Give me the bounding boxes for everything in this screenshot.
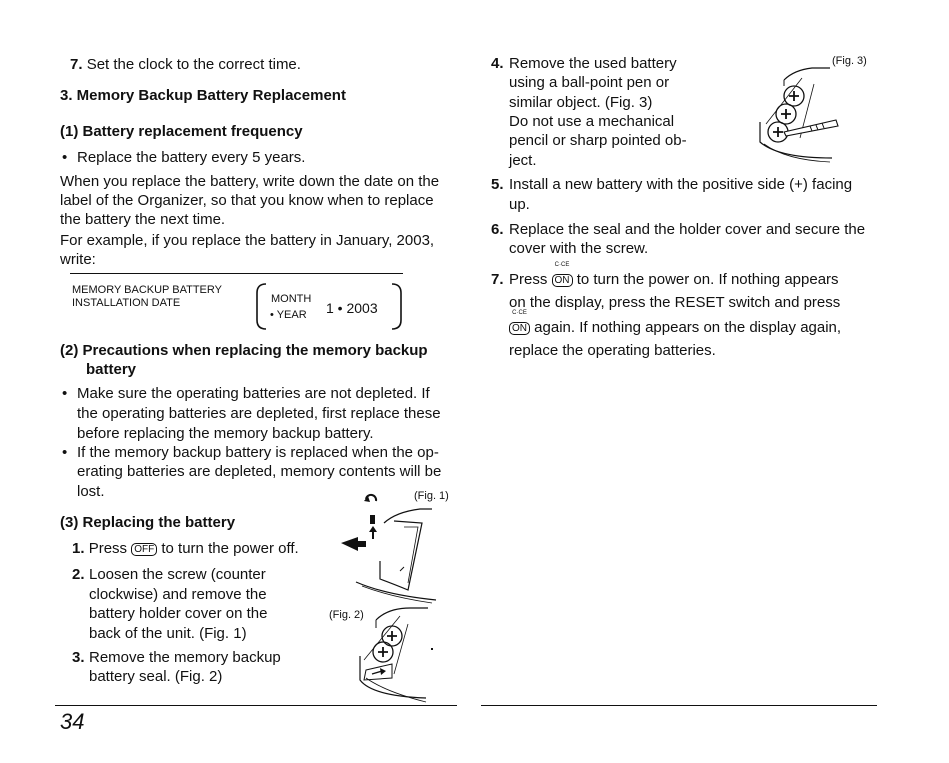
step-number: 2. — [72, 566, 85, 583]
step-text: to turn the power on. If nothing appears — [576, 271, 839, 288]
step-line: ject. — [509, 152, 537, 169]
step-line: pencil or sharp pointed ob- — [509, 132, 687, 149]
page-number: 34 — [60, 709, 85, 734]
label-top-rule — [70, 273, 403, 274]
step-line: similar object. (Fig. 3) — [509, 94, 653, 111]
on-key — [509, 310, 530, 337]
off-key-icon: OFF — [131, 543, 157, 556]
bullet: • — [62, 149, 68, 166]
frequency-text: Replace the battery every 5 years. — [77, 149, 306, 166]
step-line: cover with the screw. — [509, 240, 649, 257]
step-number: 1. — [72, 540, 85, 557]
step-line: Install a new battery with the positive side (+) facing — [509, 176, 853, 193]
precaution-line: before replacing the memory backup battery. — [77, 425, 374, 442]
paragraph-line: When you replace the battery, write down the date on the — [60, 173, 440, 190]
step-text: Set the clock to the correct time. — [86, 56, 301, 73]
fig2-caption: (Fig. 2) — [329, 609, 364, 621]
subsection-heading-precautions: (2) Precautions when replacing the memory backup — [60, 342, 428, 359]
bullet: • — [62, 385, 68, 402]
step-7 — [70, 55, 301, 74]
precaution-line: lost. — [77, 483, 105, 500]
fig3-caption: (Fig. 3) — [832, 55, 867, 67]
fig1-cover-removal-illustration — [336, 487, 446, 602]
paragraph-line: For example, if you replace the battery in January, 2003, — [60, 232, 435, 249]
step-line — [509, 310, 842, 337]
section-heading: 3. Memory Backup Battery Replacement — [60, 87, 346, 104]
precaution-line: If the memory backup battery is replaced when the op- — [77, 444, 439, 461]
precaution-line: Make sure the operating batteries are not depleted. If — [77, 385, 430, 402]
step-number: 3. — [72, 649, 85, 666]
step-line: up. — [509, 196, 530, 213]
step-number: 7. — [70, 56, 83, 73]
step-text: again. If nothing appears on the display again, — [534, 319, 842, 336]
paragraph-line: the battery the next time. — [60, 211, 226, 228]
subsection-heading-replacing: (3) Replacing the battery — [60, 514, 236, 531]
step-text: to turn the power off. — [161, 540, 299, 557]
bullet: • — [62, 444, 68, 461]
step-line: battery seal. (Fig. 2) — [89, 668, 223, 685]
step-line — [509, 262, 839, 289]
step-line: on the display, press the RESET switch and press — [509, 294, 841, 311]
step-number: 5. — [491, 176, 504, 193]
step-line: Loosen the screw (counter — [89, 566, 266, 583]
label-month: MONTH — [271, 293, 312, 305]
step-text: Press — [509, 271, 548, 288]
step-line: Remove the memory backup — [89, 649, 281, 666]
on-key-icon: ON — [552, 274, 573, 287]
fig1-caption: (Fig. 1) — [414, 490, 449, 502]
subsection-heading-frequency: (1) Battery replacement frequency — [60, 123, 303, 140]
cce-label: C·CE — [512, 310, 527, 316]
left-footer-rule — [55, 705, 457, 706]
step-line: Replace the seal and the holder cover and secure the — [509, 221, 866, 238]
step-1 — [72, 539, 299, 558]
step-line: Do not use a mechanical — [509, 113, 675, 130]
step-line: using a ball-point pen or — [509, 74, 670, 91]
step-line: clockwise) and remove the — [89, 586, 267, 603]
step-text: Press — [88, 540, 128, 557]
label-line-1: MEMORY BACKUP BATTERY — [72, 284, 222, 296]
right-footer-rule — [481, 705, 877, 706]
paragraph-line: label of the Organizer, so that you know when to replace — [60, 192, 434, 209]
paragraph-line: write: — [60, 251, 96, 268]
step-number: 4. — [491, 55, 504, 72]
on-key — [552, 262, 573, 289]
label-year: • YEAR — [270, 309, 307, 321]
precaution-line: the operating batteries are depleted, first replace these — [77, 405, 441, 422]
step-number: 7. — [491, 271, 504, 288]
cce-label: C·CE — [554, 262, 570, 268]
on-key-icon: ON — [509, 322, 530, 335]
label-date-value: 1 • 2003 — [326, 300, 378, 316]
label-line-2: INSTALLATION DATE — [72, 297, 181, 309]
step-line: Remove the used battery — [509, 55, 677, 72]
fig2-seal-removal-illustration — [336, 600, 446, 710]
precaution-line: erating batteries are depleted, memory contents will be — [77, 463, 442, 480]
step-number: 6. — [491, 221, 504, 238]
step-line: back of the unit. (Fig. 1) — [89, 625, 247, 642]
subsection-heading-precautions-cont: battery — [86, 361, 137, 378]
step-line: battery holder cover on the — [89, 605, 268, 622]
step-line: replace the operating batteries. — [509, 342, 716, 359]
fig3-battery-removal-illustration — [750, 62, 850, 167]
